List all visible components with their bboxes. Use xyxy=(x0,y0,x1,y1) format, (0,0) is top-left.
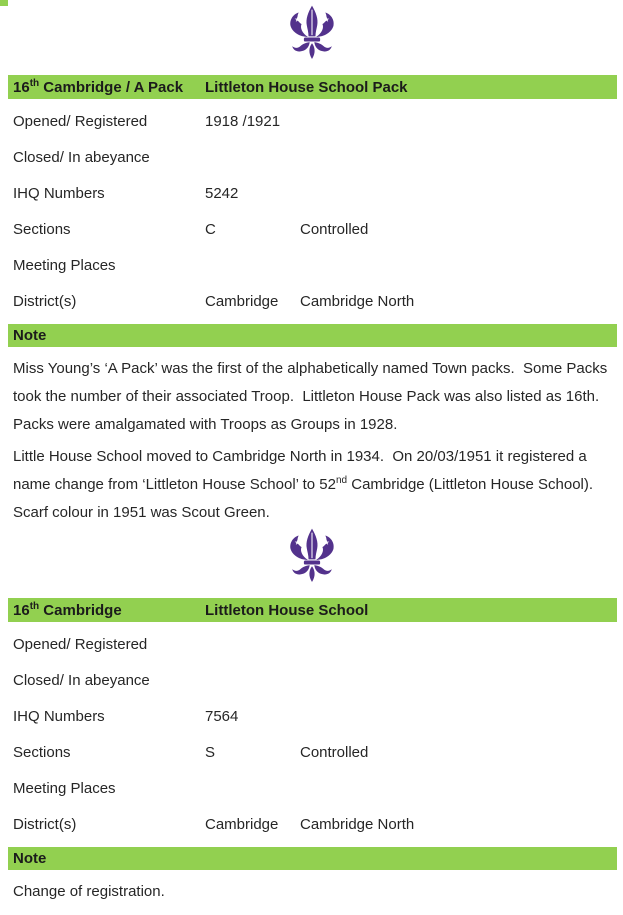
pack-name: Littleton House School xyxy=(205,601,369,619)
field-value-primary: Cambridge xyxy=(205,293,279,310)
field-row xyxy=(0,618,623,654)
field-row xyxy=(0,95,623,131)
emblem-container xyxy=(0,528,623,586)
field-label: IHQ Numbers xyxy=(13,185,105,202)
group-title: 16th Cambridge xyxy=(13,600,122,619)
field-label: IHQ Numbers xyxy=(13,708,105,725)
field-row xyxy=(0,762,623,798)
field-row xyxy=(0,798,623,834)
field-value-primary: Cambridge xyxy=(205,816,279,833)
field-row xyxy=(0,275,623,311)
field-label: Opened/ Registered xyxy=(13,636,148,653)
field-value-primary: 1918 /1921 xyxy=(205,113,281,130)
field-value-secondary: Cambridge North xyxy=(300,293,415,310)
table-edge-sliver xyxy=(0,0,8,6)
record-section-2 xyxy=(0,528,623,906)
field-label: Sections xyxy=(13,744,71,761)
scout-fleur-de-lis-icon xyxy=(282,528,342,586)
field-value-primary: 7564 xyxy=(205,708,239,725)
field-row xyxy=(0,167,623,203)
field-table xyxy=(0,95,623,311)
field-label: District(s) xyxy=(13,293,77,310)
field-value-primary: S xyxy=(205,744,216,761)
field-label: District(s) xyxy=(13,816,77,833)
note-label: Note xyxy=(13,850,47,867)
field-row xyxy=(0,690,623,726)
field-label: Meeting Places xyxy=(13,780,116,797)
note-paragraph-1: Miss Young’s ‘A Pack’ was the first of the alphabetically named Town packs. Some Packs took the number of their associated Troop. Littleton House Pack was also listed as 16th. Packs were amalgamated with Troops as Groups in 1928. xyxy=(13,360,612,433)
note-paragraph-2: Little House School moved to Cambridge North in 1934. On 20/03/1951 it registered a name change from ‘Littleton House School’ to 52nd Cambridge (Littleton House School). Scarf colour in 1951 was Scout Green. xyxy=(13,448,602,521)
field-value-secondary: Controlled xyxy=(300,221,369,238)
group-title: 16th Cambridge / A Pack xyxy=(13,77,184,96)
field-table xyxy=(0,618,623,834)
field-row xyxy=(0,654,623,690)
pack-name: Littleton House School Pack xyxy=(205,78,408,96)
field-row xyxy=(0,239,623,275)
field-label: Meeting Places xyxy=(13,257,116,274)
field-value-secondary: Controlled xyxy=(300,744,369,761)
field-label: Closed/ In abeyance xyxy=(13,672,150,689)
emblem-container xyxy=(0,5,623,63)
note-label: Note xyxy=(13,327,47,344)
note-header-bar xyxy=(8,324,617,347)
field-label: Closed/ In abeyance xyxy=(13,149,150,166)
field-row xyxy=(0,131,623,167)
scout-fleur-de-lis-icon xyxy=(282,5,342,63)
record-section-1 xyxy=(0,5,623,527)
note-paragraph-1: Change of registration. xyxy=(13,883,165,900)
field-value-primary: C xyxy=(205,221,216,238)
field-row xyxy=(0,203,623,239)
field-value-secondary: Cambridge North xyxy=(300,816,415,833)
note-header-bar xyxy=(8,847,617,870)
field-label: Sections xyxy=(13,221,71,238)
field-row xyxy=(0,726,623,762)
field-value-primary: 5242 xyxy=(205,185,239,202)
field-label: Opened/ Registered xyxy=(13,113,148,130)
